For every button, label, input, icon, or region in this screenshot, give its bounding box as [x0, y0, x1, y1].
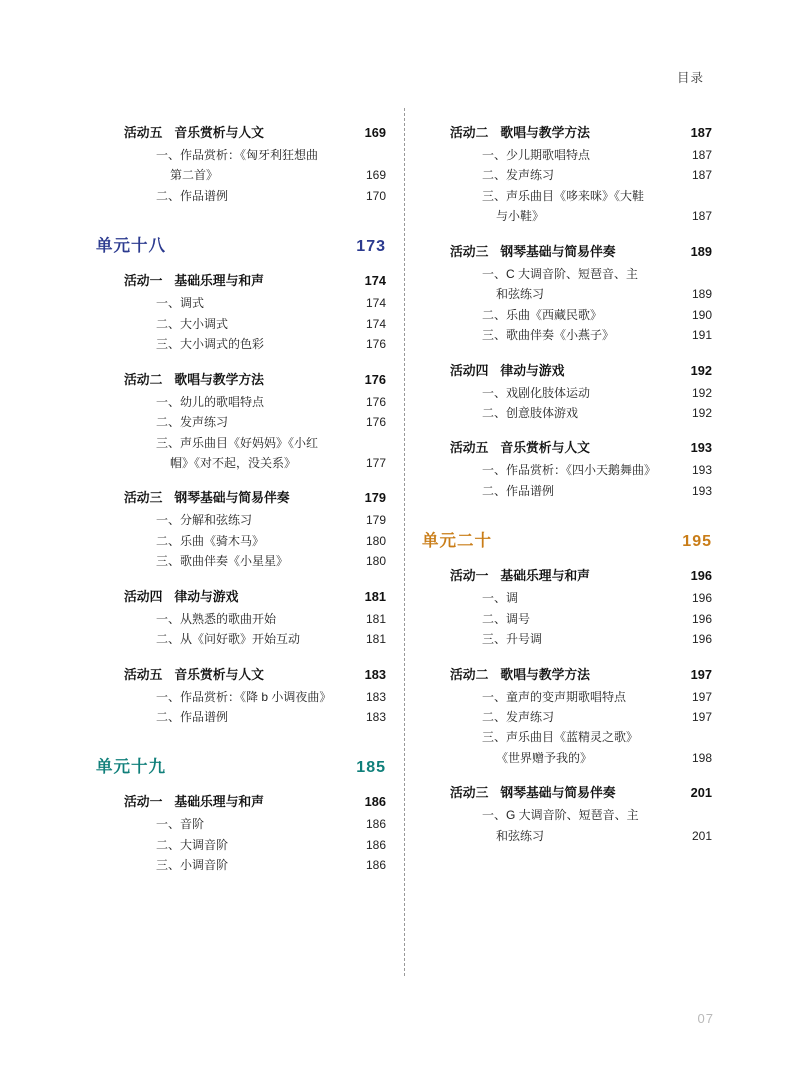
toc-entry-label: 三、歌曲伴奏《小燕子》	[482, 328, 615, 343]
toc-entry-label: 一、少儿期歌唱特点	[482, 148, 591, 162]
toc-activity-label: 活动四	[450, 362, 489, 378]
toc-entry-page: 197	[691, 710, 712, 724]
toc-entry[interactable]	[422, 207, 712, 226]
toc-entry[interactable]	[422, 384, 712, 403]
toc-activity-label: 活动四	[124, 588, 163, 604]
toc-activity-label: 活动三	[450, 243, 489, 259]
toc-entry-page: 196	[691, 632, 712, 647]
toc-activity-label: 活动一	[124, 794, 163, 810]
toc-entry[interactable]	[422, 187, 712, 206]
toc-entry-page: 170	[365, 188, 386, 203]
toc-entry-label: 和弦练习	[496, 828, 545, 843]
toc-activity[interactable]	[96, 270, 386, 289]
toc-activity-label: 活动一	[450, 568, 489, 584]
toc-entry-page: 174	[365, 316, 386, 331]
toc-entry-label: 二、从《问好歌》开始互动	[156, 632, 301, 647]
toc-activity-page: 179	[364, 490, 386, 506]
toc-entry-label: 与小鞋》	[496, 209, 545, 224]
toc-entry[interactable]	[422, 630, 712, 649]
toc-entry[interactable]	[96, 511, 386, 530]
toc-entry-label: 三、声乐曲目《哆来咪》《大鞋	[482, 188, 645, 203]
toc-activity-page: 192	[690, 362, 712, 378]
toc-activity-label: 活动五	[124, 666, 163, 682]
toc-activity-label: 活动五	[450, 440, 489, 456]
toc-entry-label: 二、作品谱例	[156, 188, 229, 203]
toc-entry-page: 191	[691, 328, 712, 343]
toc-entry[interactable]	[422, 827, 712, 846]
toc-activity-title: 音乐赏析与人文	[174, 666, 264, 682]
toc-entry-page: 186	[365, 837, 386, 852]
toc-entry-page: 197	[691, 689, 712, 704]
toc-activity-label: 活动三	[124, 490, 163, 506]
toc-entry-label: 一、调式	[156, 296, 205, 311]
toc-activity[interactable]	[96, 791, 386, 810]
toc-entry-label: 一、C 大调音阶、短琶音、主	[482, 266, 639, 281]
toc-unit-heading[interactable]	[96, 232, 386, 256]
toc-entry[interactable]	[96, 393, 386, 412]
toc-activity[interactable]	[422, 360, 712, 379]
toc-entry[interactable]	[96, 688, 386, 707]
toc-entry-label: 二、作品谱例	[156, 710, 229, 724]
toc-entry-page: 183	[365, 710, 386, 724]
toc-activity-title: 基础乐理与和声	[174, 273, 264, 289]
toc-activity-title: 音乐赏析与人文	[174, 125, 264, 140]
toc-entry-page: 187	[691, 209, 712, 224]
toc-entry[interactable]	[96, 532, 386, 551]
toc-entry-page: 187	[691, 168, 712, 183]
toc-entry-label: 一、作品赏析：《匈牙利狂想曲	[156, 148, 319, 162]
toc-entry[interactable]	[422, 589, 712, 608]
toc-entry[interactable]	[96, 856, 386, 875]
toc-activity[interactable]	[422, 122, 712, 141]
toc-entry-label: 二、乐曲《西藏民歌》	[482, 307, 603, 322]
toc-activity-label: 活动二	[124, 371, 163, 387]
toc-entry[interactable]	[422, 461, 712, 480]
toc-entry-page: 176	[365, 394, 386, 409]
toc-entry-page: 177	[365, 455, 386, 470]
toc-entry-label: 三、大小调式的色彩	[156, 337, 265, 352]
toc-entry-page: 198	[691, 750, 712, 765]
toc-activity[interactable]	[422, 241, 712, 260]
toc-entry-page: 190	[691, 307, 712, 322]
toc-entry[interactable]	[422, 306, 712, 325]
toc-right-column	[422, 108, 712, 877]
toc-entry-label: 三、升号调	[482, 632, 543, 647]
toc-unit-heading[interactable]	[96, 753, 386, 777]
toc-entry[interactable]	[96, 335, 386, 354]
toc-entry[interactable]	[96, 166, 386, 185]
toc-entry-label: 帽》《对不起，没关系》	[170, 455, 297, 470]
toc-entry[interactable]	[96, 708, 386, 727]
toc-entry[interactable]	[422, 708, 712, 727]
toc-entry[interactable]	[96, 630, 386, 649]
toc-entry-page: 193	[691, 483, 712, 498]
toc-entry-label: 一、戏剧化肢体运动	[482, 385, 591, 400]
toc-activity-title: 律动与游戏	[174, 588, 239, 604]
toc-entry[interactable]	[96, 610, 386, 629]
toc-activity-label: 活动三	[450, 785, 489, 801]
toc-activity[interactable]	[96, 664, 386, 683]
toc-entry-label: 第二首》	[170, 168, 219, 183]
toc-activity-page: 187	[690, 125, 712, 140]
toc-unit-title: 单元二十	[422, 532, 492, 551]
toc-entry-page: 193	[691, 463, 712, 478]
toc-entry-label: 二、创意肢体游戏	[482, 405, 579, 420]
toc-entry[interactable]	[422, 166, 712, 185]
toc-entry-page: 186	[365, 817, 386, 832]
toc-activity-label: 活动二	[450, 125, 489, 140]
toc-entry-page: 180	[365, 533, 386, 548]
toc-activity-title: 音乐赏析与人文	[500, 440, 590, 456]
toc-unit-title: 单元十九	[96, 758, 166, 777]
toc-entry-label: 二、调号	[482, 611, 531, 626]
toc-entry[interactable]	[422, 265, 712, 284]
toc-activity-title: 基础乐理与和声	[174, 794, 264, 810]
toc-entry-page: 183	[365, 689, 386, 704]
toc-activity-page: 181	[364, 588, 386, 604]
toc-activity[interactable]	[96, 122, 386, 141]
toc-activity[interactable]	[422, 565, 712, 584]
toc-entry-page: 196	[691, 611, 712, 626]
toc-entry-label: 一、作品赏析：《降 b 小调夜曲》	[156, 689, 332, 704]
toc-entry[interactable]	[422, 728, 712, 747]
toc-activity-page: 183	[364, 666, 386, 682]
toc-unit-page: 185	[356, 759, 386, 777]
toc-activity-title: 律动与游戏	[500, 362, 565, 378]
toc-entry-label: 二、发声练习	[482, 168, 555, 183]
toc-entry[interactable]	[96, 815, 386, 834]
toc-entry-label: 一、幼儿的歌唱特点	[156, 394, 265, 409]
toc-entry-label: 一、童声的变声期歌唱特点	[482, 689, 627, 704]
toc-activity-page: 186	[364, 794, 386, 810]
toc-activity[interactable]	[96, 586, 386, 605]
toc-unit-title: 单元十八	[96, 237, 166, 256]
toc-entry-label: 三、声乐曲目《好妈妈》《小红	[156, 435, 319, 450]
toc-entry[interactable]	[96, 836, 386, 855]
toc-entry-page: 176	[365, 415, 386, 430]
toc-entry-page: 181	[365, 611, 386, 626]
toc-entry-label: 一、G 大调音阶、短琶音、主	[482, 808, 639, 823]
toc-entry[interactable]	[422, 285, 712, 304]
toc-entry-page: 179	[365, 513, 386, 528]
toc-entry-label: 一、音阶	[156, 817, 205, 832]
toc-entry[interactable]	[422, 749, 712, 768]
toc-activity-page: 193	[690, 440, 712, 456]
page-number: 07	[697, 1011, 714, 1026]
toc-activity-title: 歌唱与教学方法	[174, 371, 264, 387]
toc-entry[interactable]	[422, 610, 712, 629]
toc-entry-page: 192	[691, 405, 712, 420]
toc-activity-page: 174	[364, 273, 386, 289]
toc-entry-label: 二、发声练习	[156, 415, 229, 430]
toc-left-column	[96, 108, 386, 877]
toc-activity-page: 189	[690, 243, 712, 259]
toc-entry-page: 201	[691, 828, 712, 843]
toc-entry-label: 三、声乐曲目《蓝精灵之歌》	[482, 730, 639, 745]
toc-entry-label: 和弦练习	[496, 287, 545, 302]
toc-entry-page: 186	[365, 858, 386, 873]
toc-activity[interactable]	[422, 664, 712, 683]
toc-entry-page: 169	[365, 168, 386, 183]
toc-entry-label: 三、小调音阶	[156, 858, 229, 873]
toc-entry-page: 189	[691, 287, 712, 302]
toc-entry[interactable]	[96, 413, 386, 432]
toc-unit-page: 195	[682, 533, 712, 551]
toc-entry-page: 180	[365, 554, 386, 569]
toc-entry[interactable]	[422, 806, 712, 825]
toc-activity-page: 201	[690, 785, 712, 801]
toc-entry-label: 一、作品赏析：《四小天鹅舞曲》	[482, 463, 657, 478]
toc-entry-label: 二、发声练习	[482, 710, 555, 724]
toc-activity-page: 197	[690, 666, 712, 682]
toc-entry[interactable]	[422, 688, 712, 707]
toc-entry[interactable]	[96, 454, 386, 473]
toc-unit-page: 173	[356, 238, 386, 256]
toc-activity-label: 活动一	[124, 273, 163, 289]
toc-entry[interactable]	[422, 404, 712, 423]
toc-entry[interactable]	[96, 315, 386, 334]
toc-unit-heading[interactable]	[422, 527, 712, 551]
toc-activity[interactable]	[96, 369, 386, 388]
toc-entry[interactable]	[96, 552, 386, 571]
toc-entry[interactable]	[96, 294, 386, 313]
toc-activity[interactable]	[422, 437, 712, 456]
toc-entry-page: 192	[691, 385, 712, 400]
toc-entry-label: 二、乐曲《骑木马》	[156, 533, 265, 548]
toc-activity-label: 活动二	[450, 666, 489, 682]
toc-entry[interactable]	[96, 187, 386, 206]
toc-entry-page: 176	[365, 337, 386, 352]
toc-activity-title: 钢琴基础与简易伴奏	[174, 490, 290, 506]
toc-activity-title: 基础乐理与和声	[500, 568, 590, 584]
toc-entry-label: 一、从熟悉的歌曲开始	[156, 611, 277, 626]
toc-activity-title: 歌唱与教学方法	[500, 125, 590, 140]
toc-activity[interactable]	[96, 487, 386, 506]
toc-entry-label: 三、歌曲伴奏《小星星》	[156, 554, 289, 569]
toc-entry-label: 二、大小调式	[156, 316, 229, 331]
toc-entry[interactable]	[96, 146, 386, 165]
toc-entry-label: 一、分解和弦练习	[156, 513, 253, 528]
toc-activity[interactable]	[422, 782, 712, 801]
toc-entry[interactable]	[422, 326, 712, 345]
toc-entry[interactable]	[422, 482, 712, 501]
toc-activity-label: 活动五	[124, 125, 163, 140]
toc-entry-page: 181	[365, 632, 386, 647]
page-header: 目录	[676, 71, 704, 85]
toc-entry-label: 二、作品谱例	[482, 483, 555, 498]
toc-columns	[96, 108, 712, 877]
toc-activity-title: 歌唱与教学方法	[500, 666, 590, 682]
toc-entry-page: 187	[691, 148, 712, 162]
toc-activity-page: 176	[364, 371, 386, 387]
toc-entry[interactable]	[96, 434, 386, 453]
toc-entry-page: 196	[691, 591, 712, 606]
toc-activity-page: 196	[690, 568, 712, 584]
toc-entry-label: 《世界赠予我的》	[496, 750, 593, 765]
toc-activity-title: 钢琴基础与简易伴奏	[500, 243, 616, 259]
toc-activity-page: 169	[364, 125, 386, 140]
toc-entry-label: 二、大调音阶	[156, 837, 229, 852]
toc-entry-page: 174	[365, 296, 386, 311]
toc-entry-label: 一、调	[482, 591, 519, 606]
toc-entry[interactable]	[422, 146, 712, 165]
toc-activity-title: 钢琴基础与简易伴奏	[500, 785, 616, 801]
